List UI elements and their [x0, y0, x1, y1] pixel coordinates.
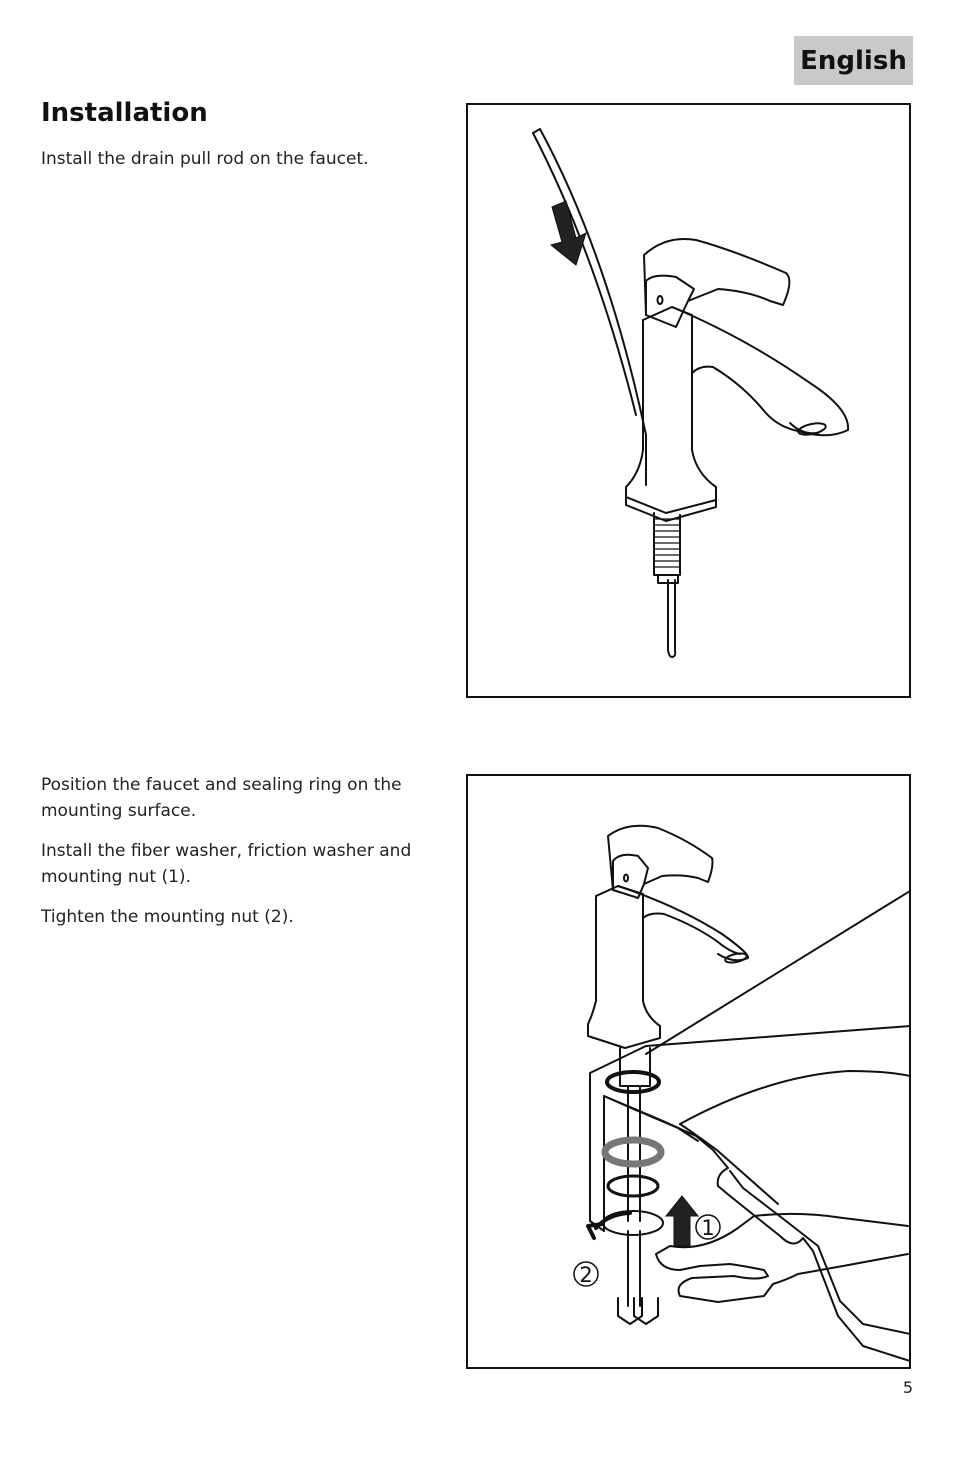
- step2-paragraph-1: Position the faucet and sealing ring on the mounting surface.: [41, 775, 402, 821]
- arrow-up-icon: [666, 1196, 698, 1246]
- callout-2-label: 2: [579, 1263, 593, 1287]
- arrow-down-icon: [551, 201, 586, 265]
- callout-1-label: 1: [701, 1216, 715, 1240]
- page-number: 5: [902, 1378, 913, 1397]
- figure-mounting: [466, 774, 911, 1369]
- faucet-illustration-2: [468, 776, 909, 1367]
- step2-paragraph-3: Tighten the mounting nut (2).: [41, 907, 294, 927]
- step2-instructions: [41, 772, 421, 944]
- page-title: Installation: [41, 98, 208, 128]
- figure-drain-rod: [466, 103, 911, 698]
- step1-paragraph: Install the drain pull rod on the faucet.: [41, 149, 369, 169]
- step2-paragraph-2: Install the fiber washer, friction washer and mounting nut (1).: [41, 841, 412, 887]
- step1-instructions: [41, 146, 421, 186]
- faucet-illustration-1: [468, 105, 909, 696]
- language-tab: English: [794, 36, 913, 85]
